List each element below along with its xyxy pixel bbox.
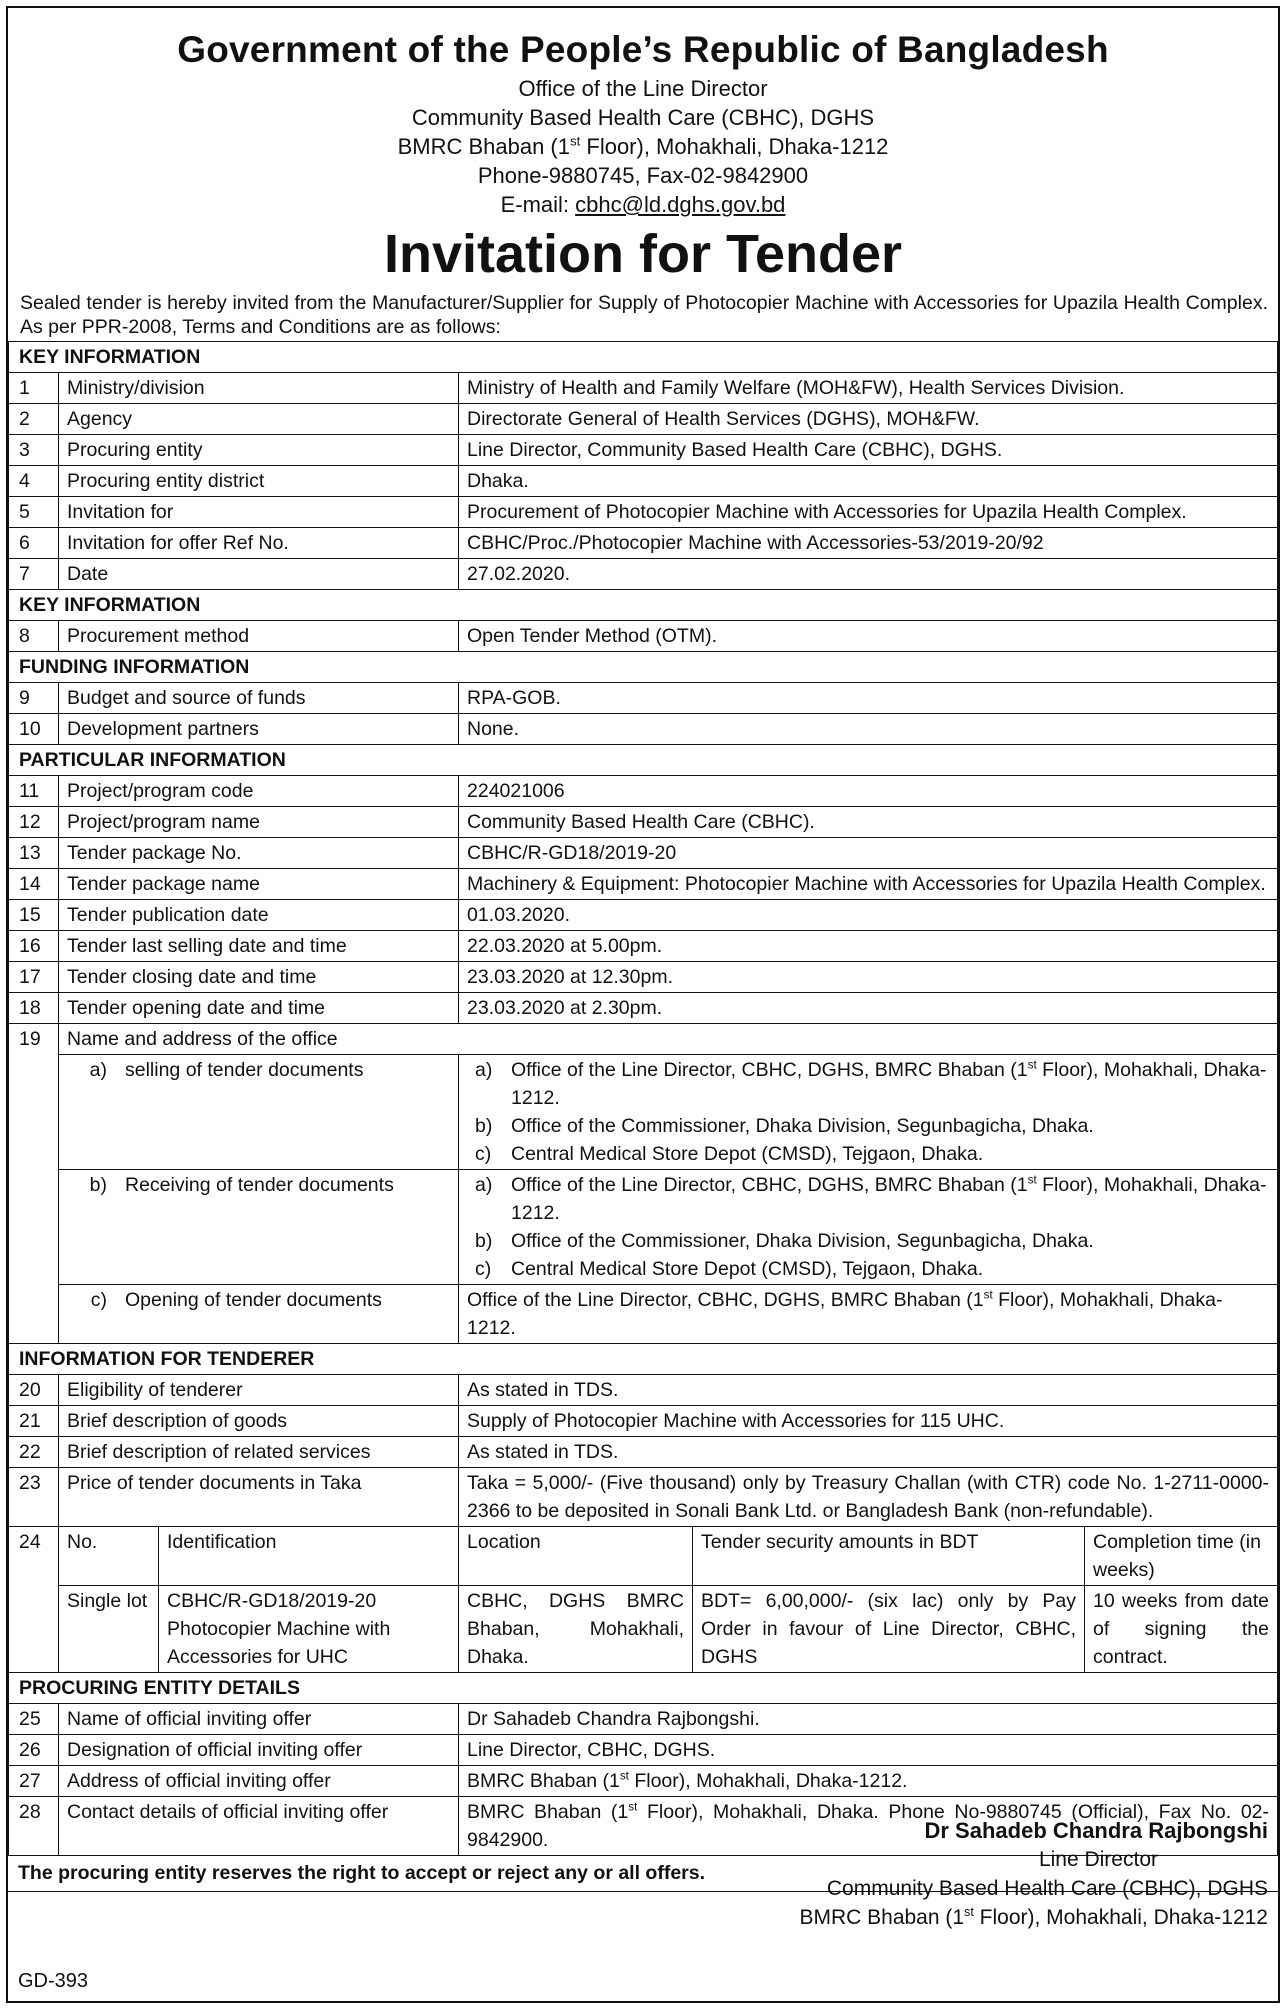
government-title: Government of the People’s Republic of Bangladesh (177, 29, 1109, 70)
row-value: Open Tender Method (OTM). (459, 621, 1278, 652)
address-part: Floor), Mohakhali, Dhaka-1212 (973, 1906, 1268, 1929)
intro-paragraph: Sealed tender is hereby invited from the Manufacturer/Supplier for Supply of Photocopier Machine with Accessories for Upazila Health Complex. As per PPR-2008, Terms and Conditions are as follows: (20, 292, 1268, 338)
lot-no: Single lot (59, 1586, 159, 1673)
row-number: 28 (9, 1797, 59, 1856)
row-value: Dhaka. (459, 466, 1278, 497)
section-title: KEY INFORMATION (9, 590, 1278, 621)
row-label: Tender publication date (59, 900, 459, 931)
section-row (9, 1344, 1278, 1375)
row-label: Eligibility of tenderer (59, 1375, 459, 1406)
row-value: Machinery & Equipment: Photocopier Machine with Accessories for Upazila Health Complex. (459, 869, 1278, 900)
row-label: Name of official inviting offer (59, 1704, 459, 1735)
gd-code: GD-393 (18, 1970, 89, 1992)
table-row (9, 714, 1278, 745)
row-label: Invitation for offer Ref No. (59, 528, 459, 559)
address-part: Office of the Line Director, CBHC, DGHS, BMRC Bhaban (1 (511, 1059, 1028, 1081)
sub-label: selling of tender documents (125, 1059, 364, 1081)
table-row (9, 1406, 1278, 1437)
row-number: 17 (9, 962, 59, 993)
row-label: Project/program name (59, 807, 459, 838)
tender-table (8, 341, 1278, 1527)
row-value: 01.03.2020. (459, 900, 1278, 931)
row-label: Price of tender documents in Taka (59, 1468, 459, 1527)
row-number: 19 (9, 1024, 59, 1344)
lot-header-security: Tender security amounts in BDT (693, 1527, 1085, 1586)
row-label: Tender package No. (59, 838, 459, 869)
address-text (511, 1056, 1269, 1112)
table-row (9, 1704, 1278, 1735)
row-number: 20 (9, 1375, 59, 1406)
row-value: Supply of Photocopier Machine with Accessories for 115 UHC. (459, 1406, 1278, 1437)
row-number: 14 (9, 869, 59, 900)
row-number: 7 (9, 559, 59, 590)
row-label: Procuring entity (59, 435, 459, 466)
ordinal-suffix: st (964, 1905, 974, 1919)
email-line (8, 190, 1278, 219)
row-value: As stated in TDS. (459, 1437, 1278, 1468)
table-row (9, 621, 1278, 652)
address-item (467, 1140, 1269, 1168)
address-letter: b) (475, 1230, 493, 1252)
row-number: 24 (9, 1527, 59, 1673)
table-row (9, 559, 1278, 590)
table-row (9, 435, 1278, 466)
row-label: Date (59, 559, 459, 590)
ordinal-suffix: st (628, 1800, 638, 1814)
address-text (511, 1171, 1269, 1227)
table-row (9, 528, 1278, 559)
lot-identification: CBHC/R-GD18/2019-20 Photocopier Machine with Accessories for UHC (159, 1586, 459, 1673)
row-number: 11 (9, 776, 59, 807)
row-label: Development partners (59, 714, 459, 745)
row-value (459, 1766, 1278, 1797)
row-number: 21 (9, 1406, 59, 1437)
section-row (9, 590, 1278, 621)
row-label: Procuring entity district (59, 466, 459, 497)
table-row (9, 900, 1278, 931)
row-label: Project/program code (59, 776, 459, 807)
section-title: KEY INFORMATION (9, 342, 1278, 373)
ordinal-suffix: st (1027, 1058, 1037, 1072)
subrow-label-cell (59, 1285, 459, 1344)
address-part: Floor), Mohakhali, Dhaka-1212. (511, 1174, 1267, 1224)
signatory-designation: Line Director (1038, 1848, 1158, 1871)
section-title: INFORMATION FOR TENDERER (9, 1344, 1278, 1375)
address-part: Office of the Line Director, CBHC, DGHS, BMRC Bhaban (1 (511, 1174, 1028, 1196)
row-value: Ministry of Health and Family Welfare (MOH&FW), Health Services Division. (459, 373, 1278, 404)
signatory-address (799, 1903, 1268, 1932)
subrow-label-cell (59, 1055, 459, 1170)
row-value: RPA-GOB. (459, 683, 1278, 714)
row-label: Procurement method (59, 621, 459, 652)
address-part: Floor), Mohakhali, Dhaka-1212. (628, 1770, 908, 1792)
address-item (467, 1171, 1269, 1227)
tender-notice (6, 6, 1280, 2003)
row-number: 2 (9, 404, 59, 435)
table-row (9, 1024, 1278, 1055)
signatory-name: Dr Sahadeb Chandra Rajbongshi (924, 1818, 1268, 1843)
subrow-value-cell (459, 1170, 1278, 1285)
section-row (9, 652, 1278, 683)
table-row (9, 807, 1278, 838)
row-number: 13 (9, 838, 59, 869)
table-row (9, 466, 1278, 497)
address-item (467, 1056, 1269, 1112)
sub-label: Opening of tender documents (125, 1289, 382, 1311)
address-part: Floor), Mohakhali, Dhaka-1212 (580, 134, 889, 159)
lot-header-completion: Completion time (in weeks) (1085, 1527, 1278, 1586)
table-subrow (9, 1285, 1278, 1344)
programme-name: Community Based Health Care (CBHC), DGHS (411, 105, 875, 130)
address-letter: b) (475, 1115, 493, 1137)
row-number: 5 (9, 497, 59, 528)
table-row (9, 1437, 1278, 1468)
lot-completion: 10 weeks from date of signing the contract. (1085, 1586, 1278, 1673)
lot-header-location: Location (459, 1527, 693, 1586)
address-part: Floor), Mohakhali, Dhaka-1212. (467, 1289, 1223, 1339)
address-text: Central Medical Store Depot (CMSD), Tejgaon, Dhaka. (511, 1143, 984, 1165)
row-number: 4 (9, 466, 59, 497)
row-number: 6 (9, 528, 59, 559)
table-row (9, 497, 1278, 528)
row-value: Dr Sahadeb Chandra Rajbongshi. (459, 1704, 1278, 1735)
section-title: FUNDING INFORMATION (9, 652, 1278, 683)
row-number: 16 (9, 931, 59, 962)
row-number: 18 (9, 993, 59, 1024)
lot-header-row (9, 1527, 1278, 1586)
row-label: Brief description of goods (59, 1406, 459, 1437)
table-subrow (9, 1055, 1278, 1170)
row-label: Address of official inviting offer (59, 1766, 459, 1797)
row-label: Tender package name (59, 869, 459, 900)
address-item (467, 1255, 1269, 1283)
ordinal-suffix: st (1027, 1173, 1037, 1187)
row-value: As stated in TDS. (459, 1375, 1278, 1406)
table-row (9, 1468, 1278, 1527)
table-row (9, 404, 1278, 435)
row-number: 23 (9, 1468, 59, 1527)
row-value: Procurement of Photocopier Machine with Accessories for Upazila Health Complex. (459, 497, 1278, 528)
table-row (9, 1735, 1278, 1766)
row-number: 22 (9, 1437, 59, 1468)
notice-header (8, 8, 1278, 287)
row-number: 12 (9, 807, 59, 838)
subrow-label-cell (59, 1170, 459, 1285)
table-row (9, 1375, 1278, 1406)
lot-security: BDT= 6,00,000/- (six lac) only by Pay Order in favour of Line Director, CBHC, DGHS (693, 1586, 1085, 1673)
row-number: 8 (9, 621, 59, 652)
ordinal-suffix: st (570, 133, 581, 149)
address-part: BMRC Bhaban (1 (799, 1906, 965, 1929)
address-part: BMRC Bhaban (1 (467, 1801, 629, 1823)
email-link[interactable]: cbhc@ld.dghs.gov.bd (575, 192, 786, 217)
table-row (9, 869, 1278, 900)
signature-block (799, 1816, 1268, 1932)
table-row (9, 931, 1278, 962)
row-label: Tender closing date and time (59, 962, 459, 993)
row-value: 22.03.2020 at 5.00pm. (459, 931, 1278, 962)
sub-letter: a) (89, 1059, 107, 1081)
row-label: Brief description of related services (59, 1437, 459, 1468)
row-number: 26 (9, 1735, 59, 1766)
address-letter: a) (475, 1059, 493, 1081)
row-value: Line Director, CBHC, DGHS. (459, 1735, 1278, 1766)
sub-letter: c) (90, 1289, 107, 1311)
address-item (467, 1227, 1269, 1255)
row-value: Taka = 5,000/- (Five thousand) only by Treasury Challan (with CTR) code No. 1-2711-0000-2366 to be deposited in Sonali Bank Ltd. or Bangladesh Bank (non-refundable). (459, 1468, 1278, 1527)
row-value: 23.03.2020 at 2.30pm. (459, 993, 1278, 1024)
row-value: Line Director, Community Based Health Care (CBHC), DGHS. (459, 435, 1278, 466)
table-row (9, 776, 1278, 807)
address-part: Floor), Mohakhali, Dhaka-1212. (511, 1059, 1267, 1109)
row-label: Tender opening date and time (59, 993, 459, 1024)
row-label: Contact details of official inviting offer (59, 1797, 459, 1856)
section-row (9, 342, 1278, 373)
section-row (9, 745, 1278, 776)
section-title: PROCURING ENTITY DETAILS (9, 1673, 1278, 1704)
row-number: 9 (9, 683, 59, 714)
row-value: 23.03.2020 at 12.30pm. (459, 962, 1278, 993)
row-value: 224021006 (459, 776, 1278, 807)
email-label: E-mail: (500, 192, 576, 217)
address-part: Office of the Line Director, CBHC, DGHS, BMRC Bhaban (1 (467, 1289, 984, 1311)
ordinal-suffix: st (983, 1288, 993, 1302)
row-value: Directorate General of Health Services (DGHS), MOH&FW. (459, 404, 1278, 435)
row-number: 27 (9, 1766, 59, 1797)
sub-label: Receiving of tender documents (125, 1174, 394, 1196)
office-name: Office of the Line Director (518, 76, 768, 101)
row-label: Agency (59, 404, 459, 435)
row-value: CBHC/R-GD18/2019-20 (459, 838, 1278, 869)
reservation-note: The procuring entity reserves the right to accept or reject any or all offers. (8, 1856, 1278, 1892)
office-address (8, 132, 1278, 161)
lot-location: CBHC, DGHS BMRC Bhaban, Mohakhali, Dhaka. (459, 1586, 693, 1673)
subrow-value-cell (459, 1055, 1278, 1170)
table-row (9, 993, 1278, 1024)
row-label: Name and address of the office (59, 1024, 1278, 1055)
row-label: Designation of official inviting offer (59, 1735, 459, 1766)
signatory-programme: Community Based Health Care (CBHC), DGHS (826, 1877, 1268, 1900)
row-value: CBHC/Proc./Photocopier Machine with Accessories-53/2019-20/92 (459, 528, 1278, 559)
address-part: Floor), Mohakhali, Dhaka. Phone No-9880745 (Official), Fax No. 02-9842900. (467, 1801, 1269, 1851)
lot-header-identification: Identification (159, 1527, 459, 1586)
row-label: Tender last selling date and time (59, 931, 459, 962)
row-label: Budget and source of funds (59, 683, 459, 714)
row-number: 10 (9, 714, 59, 745)
sub-letter: b) (89, 1174, 107, 1196)
address-letter: c) (475, 1258, 492, 1280)
row-number: 3 (9, 435, 59, 466)
table-row (9, 683, 1278, 714)
subrow-value-cell (459, 1285, 1278, 1344)
row-value: Community Based Health Care (CBHC). (459, 807, 1278, 838)
phone-fax: Phone-9880745, Fax-02-9842900 (477, 163, 809, 188)
address-part: BMRC Bhaban (1 (397, 134, 570, 159)
lot-header-no: No. (59, 1527, 159, 1586)
row-number: 1 (9, 373, 59, 404)
address-letter: a) (475, 1174, 493, 1196)
table-row (9, 1766, 1278, 1797)
table-row (9, 838, 1278, 869)
table-subrow (9, 1170, 1278, 1285)
address-item (467, 1112, 1269, 1140)
row-label: Ministry/division (59, 373, 459, 404)
address-text: Office of the Commissioner, Dhaka Division, Segunbagicha, Dhaka. (511, 1115, 1094, 1137)
table-row (9, 962, 1278, 993)
address-part: BMRC Bhaban (1 (467, 1770, 620, 1792)
lot-table (8, 1526, 1278, 1673)
row-value: None. (459, 714, 1278, 745)
row-label: Invitation for (59, 497, 459, 528)
document-title: Invitation for Tender (383, 224, 902, 284)
ordinal-suffix: st (619, 1769, 629, 1783)
table-row (9, 373, 1278, 404)
row-number: 25 (9, 1704, 59, 1735)
address-text: Office of the Commissioner, Dhaka Division, Segunbagicha, Dhaka. (511, 1230, 1094, 1252)
row-number: 15 (9, 900, 59, 931)
row-value: 27.02.2020. (459, 559, 1278, 590)
lot-row (9, 1586, 1278, 1673)
address-text: Central Medical Store Depot (CMSD), Tejgaon, Dhaka. (511, 1258, 984, 1280)
address-letter: c) (475, 1143, 492, 1165)
section-title: PARTICULAR INFORMATION (9, 745, 1278, 776)
section-row (9, 1673, 1278, 1704)
